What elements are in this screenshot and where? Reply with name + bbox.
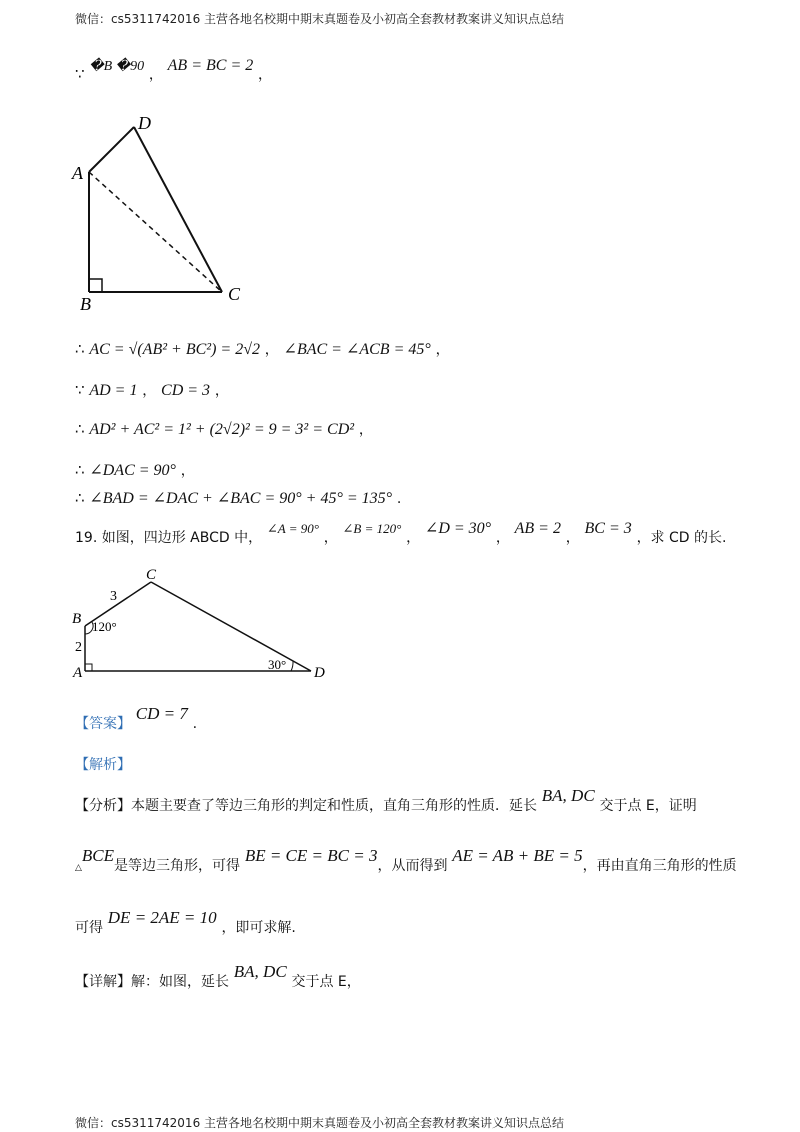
prev-line-2: ∴ AC = √(AB² + BC²) = 2√2 ， ∠BAC = ∠ACB = 45° ， [75,340,450,358]
pythagorean-check: AD² + AC² = 1² + (2√2)² = 9 = 3² = CD² [89,421,355,438]
xiangjie-tag: 【详解】 [75,974,131,990]
label-c: C [146,567,157,583]
analysis-tag: 【解析】 [75,757,131,773]
segment-cd [151,582,311,671]
triangle-symbol: △ [75,863,82,873]
question-prefix: 19. 如图，四边形 ABCD 中， [75,530,263,546]
label-b: B [72,611,82,627]
page-header: 微信：cs5311742016 主营各地名校期中期末真题卷及小初高全套教材教案讲义知识点总结 [75,12,565,26]
segment-ad [89,127,134,172]
prev-line-6: ∴ ∠BAD = ∠DAC + ∠BAC = 90° + 45° = 135° . [75,489,402,507]
analysis-line-3: 可得 DE = 2AE = 10 ，即可求解. [75,908,296,936]
prev-line-5: ∴ ∠DAC = 90° ， [75,461,195,479]
angle-b-label: 120° [92,619,117,634]
answer-tag: 【答案】 [75,716,131,732]
side-ab-length: 2 [75,640,82,655]
label-a: A [73,665,83,681]
analysis-header [75,754,131,774]
prev-line-3: ∵ AD = 1 ， CD = 3 ， [75,381,229,399]
label-d: D [314,665,325,681]
question-19: 19. 如图，四边形 ABCD 中， ∠A = 90° ， ∠B = 120° ， ∠D = 30° ， AB = 2 ， BC = 3 ，求 CD 的长. [75,520,727,546]
page-footer: 微信：cs5311742016 主营各地名校期中期末真题卷及小初高全套教材教案讲义知识点总结 [75,1116,565,1130]
triangle-figure-1 [60,105,260,315]
angle-arc-d [291,661,293,671]
side-bc-length: 3 [110,589,117,604]
ab-bc-equation: AB = BC = 2 [167,57,254,74]
angle-b-garbled: �B �90 [89,59,145,74]
dashed-segment-ac [89,172,222,292]
analysis-line-1: 【分析】本题主要查了等边三角形的判定和性质，直角三角形的性质．延长 BA, DC 交于点 E，证明 [75,786,697,814]
label-d: D [138,113,151,133]
prev-line-1: ∵ �B �90 ， AB = BC = 2 ， [75,57,273,83]
angle-d-label: 30° [268,657,287,672]
label-a: A [72,163,83,183]
prev-line-4: ∴ AD² + AC² = 1² + (2√2)² = 9 = 3² = CD² ， [75,420,373,438]
because-symbol: ∵ [75,65,85,83]
analysis-line-2: △BCE是等边三角形，可得 BE = CE = BC = 3，从而得到 AE = AB + BE = 5，再由直角三角形的性质 [75,846,737,874]
answer-value: CD = 7 [135,704,188,723]
label-b: B [80,294,91,314]
angle-equation: ∠BAC = ∠ACB = 45° [283,341,431,358]
fenxi-tag: 【分析】 [75,798,131,814]
bad-angle-result: ∠BAD = ∠DAC + ∠BAC = 90° + 45° = 135° [89,490,393,507]
segment-dc [134,127,222,292]
answer-line: 【答案】 CD = 7 . [75,704,198,732]
right-angle-mark-a [85,664,92,671]
quadrilateral-figure [60,560,350,690]
label-c: C [228,284,241,304]
detail-line-1: 【详解】解：如图，延长 BA, DC 交于点 E， [75,962,361,990]
ac-equation: AC = √(AB² + BC²) = 2√2 [89,341,260,358]
right-angle-mark-b [89,279,102,292]
